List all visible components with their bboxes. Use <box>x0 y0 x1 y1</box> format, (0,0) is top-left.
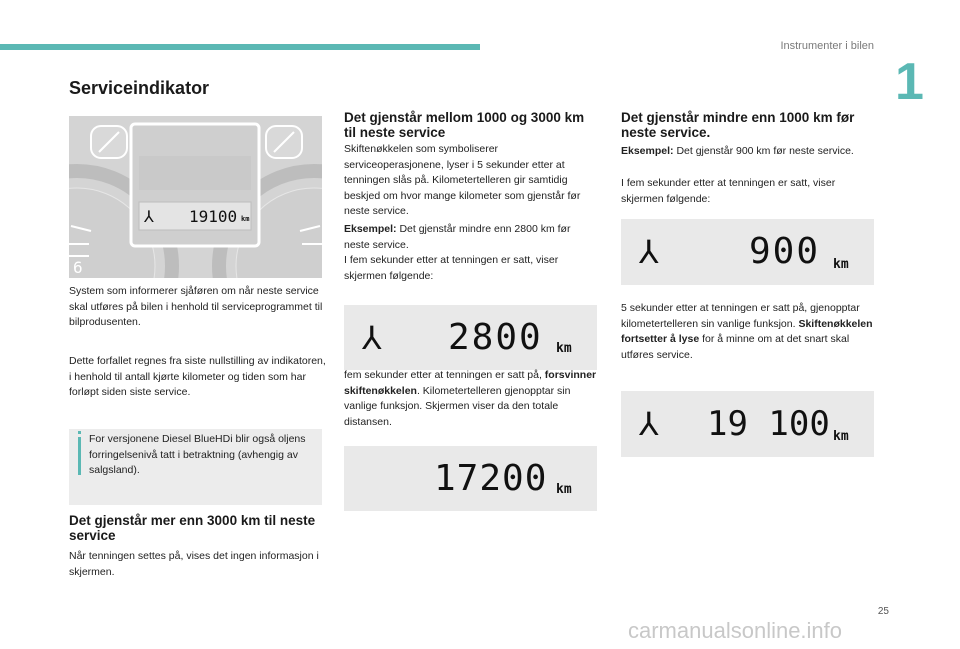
info-icon <box>78 437 81 475</box>
col3-p2-bold: Skiftenøkkelen fortsetter å lyse <box>621 317 873 345</box>
info-icon-dot <box>78 431 81 434</box>
display-wrench-icon-19100: ⅄ <box>639 405 659 443</box>
display-17200-value: 17200 <box>434 458 548 499</box>
display-900-unit: km <box>833 257 849 272</box>
more-than-3000-paragraph: Når tenningen settes på, vises det ingen informasjon i skjermen. <box>69 550 319 578</box>
heading-less-than-1000: Det gjenstår mindre enn 1000 km før neste service. <box>621 110 855 140</box>
display-900-value: 900 <box>749 231 821 272</box>
col2-example <box>344 222 596 253</box>
heading-more-than-3000: Det gjenstår mer enn 3000 km til neste service <box>69 513 316 543</box>
display-19100-value: 19 100 <box>707 404 830 444</box>
display-2800-km <box>344 305 597 370</box>
col2-paragraph-1: Skiftenøkkelen som symboliserer serviceoperasjonene, lyser i 5 sekunder etter at tenningen slås på. Kilometertelleren gir samtidig beskjed om hvor mange kilometer som gjenstår før neste service. <box>344 143 581 217</box>
col3-p2-end: for å minne om at det snart skal utføres service. <box>621 333 850 361</box>
chapter-number: 1 <box>895 53 924 111</box>
col3-example-text: Det gjenstår 900 km før neste service. <box>673 145 854 157</box>
instrument-cluster-drawing <box>69 116 322 278</box>
dash-wrench-icon: ⅄ <box>144 207 154 226</box>
intro-paragraph: System som informerer sjåføren om når neste service skal utføres på bilen i henhold til serviceprogrammet til bilprodusenten. <box>69 285 323 328</box>
col2-paragraph-2: I fem sekunder etter at tenningen er satt, viser skjermen følgende: <box>344 254 559 282</box>
info-note-text: For versjonene Diesel BlueHDi blir også oljens forringelsenivå tatt i betraktning (avhengig av salgsland). <box>89 433 306 476</box>
display-17200-unit: km <box>556 482 572 497</box>
display-900-km <box>621 219 874 285</box>
display-17200-km <box>344 446 597 511</box>
col3-example-label: Eksempel: <box>621 145 674 157</box>
section-name: Instrumenter i bilen <box>780 40 874 52</box>
col3-p2-start: 5 sekunder etter at tenningen er satt på, gjenopptar kilometertelleren sin vanlige funksjon. <box>621 302 860 330</box>
display-19100-km <box>621 391 874 457</box>
display-2800-value: 2800 <box>448 317 543 358</box>
display-19100-unit: km <box>833 429 849 444</box>
dash-odometer-value: 19100 <box>189 207 238 226</box>
watermark: carmanualsonline.info <box>628 618 843 643</box>
col2-p3-start: fem sekunder etter at tenningen er satt på, <box>344 369 545 381</box>
instrument-cluster-image <box>69 116 322 278</box>
calculation-paragraph: Dette forfallet regnes fra siste nullstilling av indikatoren, i henhold til antall kjørte kilometer og tiden som har forløpt siden siste service. <box>69 355 326 398</box>
page-number: 25 <box>877 606 889 617</box>
col3-paragraph-1: I fem sekunder etter at tenningen er satt, viser skjermen følgende: <box>621 177 836 205</box>
col2-paragraph-3 <box>344 368 600 430</box>
display-wrench-icon: ⅄ <box>362 319 382 357</box>
header-accent-bar <box>0 44 480 50</box>
page-title: Serviceindikator <box>69 78 210 98</box>
col3-paragraph-2 <box>621 301 879 363</box>
col2-p3-end: . Kilometertelleren gjenopptar sin vanlige funksjon. Skjermen viser da den totale distansen. <box>344 384 571 428</box>
col2-p3-bold: forsvinner skiftenøkkelen <box>344 369 597 397</box>
dash-gauge-digit: 6 <box>73 258 83 277</box>
col2-example-text: Det gjenstår mindre enn 2800 km før neste service. <box>344 223 571 251</box>
heading-1000-3000: Det gjenstår mellom 1000 og 3000 km til neste service <box>344 110 585 140</box>
info-note <box>69 429 322 505</box>
col3-example <box>621 144 877 160</box>
display-wrench-icon-900: ⅄ <box>639 233 659 271</box>
display-2800-unit: km <box>556 341 572 356</box>
col2-example-label: Eksempel: <box>344 223 397 235</box>
dash-odometer-unit: km <box>241 215 250 223</box>
